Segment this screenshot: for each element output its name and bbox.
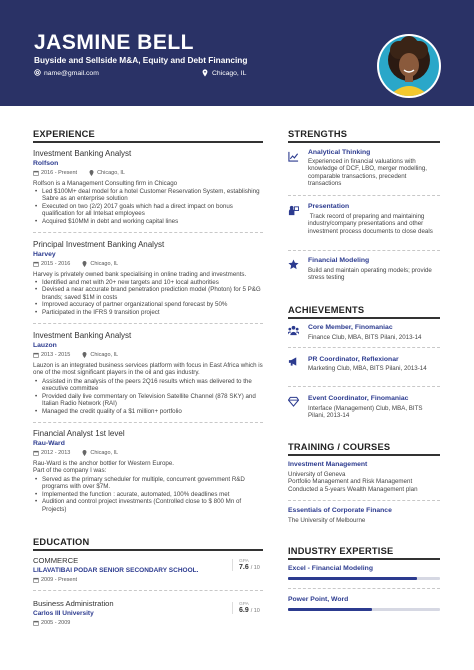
experience-location: Chicago, IL [90,261,119,267]
email-contact[interactable] [34,69,99,77]
divider [33,323,263,324]
experience-location: Chicago, IL [97,170,125,176]
skill-name: Power Point, Word [288,596,349,603]
experience-dates: 2016 - Present [41,170,78,176]
course-title: Investment Management [288,461,368,468]
course-title: Essentials of Corporate Finance [288,507,392,514]
experience-bullets [33,188,265,225]
skill-bar [288,577,440,580]
list-item: • Acquired $10MM in debt and working capital lines [33,218,265,225]
achievement-body: Marketing Club, MBA, BITS Pilani, 2013-14 [308,365,427,372]
expertise-heading: INDUSTRY EXPERTISE [288,546,394,556]
achievement-body: Interface (Management) Club, MBA, BITS Pilani, 2013-14 [308,405,423,420]
education-school: LILAVATIBAI PODAR SENIOR SECONDARY SCHOOL. [33,567,199,574]
education-degree: Business Administration [33,599,114,608]
experience-description: Rolfson is a Management Consulting firm in Chicago [33,180,178,187]
experience-meta [33,352,118,358]
experience-description: Harvey is privately owned bank specialising in online trading and investments. [33,271,247,278]
experience-dates: 2013 - 2015 [41,352,71,358]
strengths-heading: STRENGTHS [288,129,348,139]
experience-description: Lauzon is an integrated business services platform with focus in East Africa which is one of the most significant players in the oil and gas industry. [33,362,263,377]
divider [288,500,440,501]
expertise-rule [288,558,440,560]
at-icon [34,69,41,77]
experience-meta [33,261,118,267]
gpa-value: 6.9 / 10 [239,607,260,614]
divider [33,590,263,591]
calendar-icon [33,620,39,626]
experience-location: Chicago, IL [90,352,119,358]
strength-body: Experienced in financial valuations with knowledge of DCF, LBO, merger modelling, comparable transactions, precedent transactions [308,158,427,188]
calendar-icon [33,577,39,583]
candidate-title: Buyside and Sellside M&A, Equity and Debt Financing [34,55,248,65]
gpa-value: 7.6 / 10 [239,564,260,571]
education-dates: 2005 - 2009 [41,620,71,626]
strength-title: Analytical Thinking [308,149,371,156]
avatar [377,34,441,98]
diamond-icon [288,394,299,405]
list-item: • Managed the credit quality of a $1 million+ portfolio [33,408,265,415]
location-pin-icon [82,450,88,456]
experience-rule [33,141,263,143]
list-item: • Executed on two (2/2) 2017 goals which had a direct impact on bonus qualification for all Intelsat employees [33,203,265,218]
divider [288,347,440,348]
achievement-body: Finance Club, MBA, BITS Pilani, 2013-14 [308,334,422,341]
course-body: University of Geneva Portfolio Management and Risk Management Conducted a 5-years Wealth Management plan [288,471,418,493]
strength-title: Financial Modeling [308,257,370,264]
calendar-icon [33,261,39,267]
list-item: • Identified and met with 20+ new targets and 10+ local authorities [33,279,265,286]
skill-bar-fill [288,577,417,580]
list-item: • Audition and control project investments (Controlled close to $ 800 Mn of Projects) [33,498,265,513]
star-icon [288,257,299,268]
achievements-rule [288,317,440,319]
experience-location: Chicago, IL [90,450,119,456]
divider [33,232,263,233]
list-item: • Provided daily live commentary on Television Satellite Channel (878 SKY) and Italian Radio Network (RAI) [33,393,265,408]
achievement-title: Event Coordinator, Finomaniac [308,395,409,402]
experience-description: Rau-Ward is the anchor bottler for Western Europe. Part of the company I was: [33,460,175,475]
gpa-box [232,602,264,614]
divider [288,195,440,196]
education-degree: COMMERCE [33,556,79,565]
experience-dates: 2015 - 2016 [41,261,71,267]
resume-header [0,0,474,106]
achievements-heading: ACHIEVEMENTS [288,305,365,315]
calendar-icon [33,450,39,456]
education-rule [33,549,263,551]
experience-bullets [33,279,265,316]
experience-role: Investment Banking Analyst [33,331,132,340]
gpa-label: GPA [239,559,249,564]
experience-role: Principal Investment Banking Analyst [33,240,165,249]
list-item: • Led $100M+ deal model for a hotel Customer Reservation System, establishing Sabre as an enterprise solution [33,188,265,203]
people-icon [288,323,299,334]
location-pin-icon [82,352,88,358]
divider [33,422,263,423]
education-meta [33,620,70,626]
experience-dates: 2012 - 2013 [41,450,71,456]
experience-meta [33,170,125,176]
strength-body: Build and maintain operating models; provide stress testing [308,267,432,282]
presenter-icon [288,203,299,214]
strength-title: Presentation [308,203,350,210]
skill-name: Excel - Financial Modeling [288,565,373,572]
experience-company: Rolfson [33,160,59,167]
list-item: • Improved accuracy of partner organizational spend forecast by 50% [33,301,265,308]
calendar-icon [33,352,39,358]
education-school: Carlos III University [33,610,94,617]
experience-bullets [33,378,265,415]
candidate-name: JASMINE BELL [34,31,195,54]
gpa-box [232,559,264,571]
location-pin-icon [82,261,88,267]
list-item: • Implemented the function : acurate, automated, 100% deadlines met [33,491,265,498]
list-item: • Devised a near accurate brand penetration prediction model (Photon) for 5 P&G brands; saved $1M in costs [33,286,265,301]
experience-bullets [33,476,265,513]
achievement-title: Core Member, Finomaniac [308,324,393,331]
experience-role: Financial Analyst 1st level [33,429,125,438]
training-heading: TRAINING / COURSES [288,442,391,452]
education-dates: 2009 - Present [41,577,78,583]
experience-heading: EXPERIENCE [33,129,95,139]
calendar-icon [33,170,39,176]
divider [288,386,440,387]
achievement-title: PR Coordinator, Reflexionar [308,356,399,363]
skill-bar-fill [288,608,372,611]
megaphone-icon [288,354,299,365]
list-item: • Participated in the IFRS 9 transition project [33,309,265,316]
strengths-rule [288,141,440,143]
experience-company: Harvey [33,251,56,258]
email-text: name@gmail.com [44,69,99,77]
training-rule [288,454,440,456]
course-body: The University of Melbourne [288,517,366,524]
strength-body: Track record of preparing and maintaining industry/company presentations and other investment process documents to close deals [308,213,433,235]
location-text: Chicago, IL [212,69,247,77]
location-pin-icon [202,69,209,77]
experience-company: Rau-Ward [33,440,65,447]
location-contact [202,69,246,77]
experience-role: Investment Banking Analyst [33,149,132,158]
divider [288,588,440,589]
gpa-label: GPA [239,602,249,607]
experience-company: Lauzon [33,342,57,349]
experience-meta [33,450,118,456]
education-meta [33,577,77,583]
divider [288,250,440,251]
list-item: • Served as the primary scheduler for multiple, concurrent government R&D programs with over $7M. [33,476,265,491]
education-heading: EDUCATION [33,537,90,547]
location-pin-icon [89,170,95,176]
list-item: • Assisted in the analysis of the peers 2Q16 results which was delivered to the executive committee [33,378,265,393]
line-chart-icon [288,149,299,160]
skill-bar [288,608,440,611]
